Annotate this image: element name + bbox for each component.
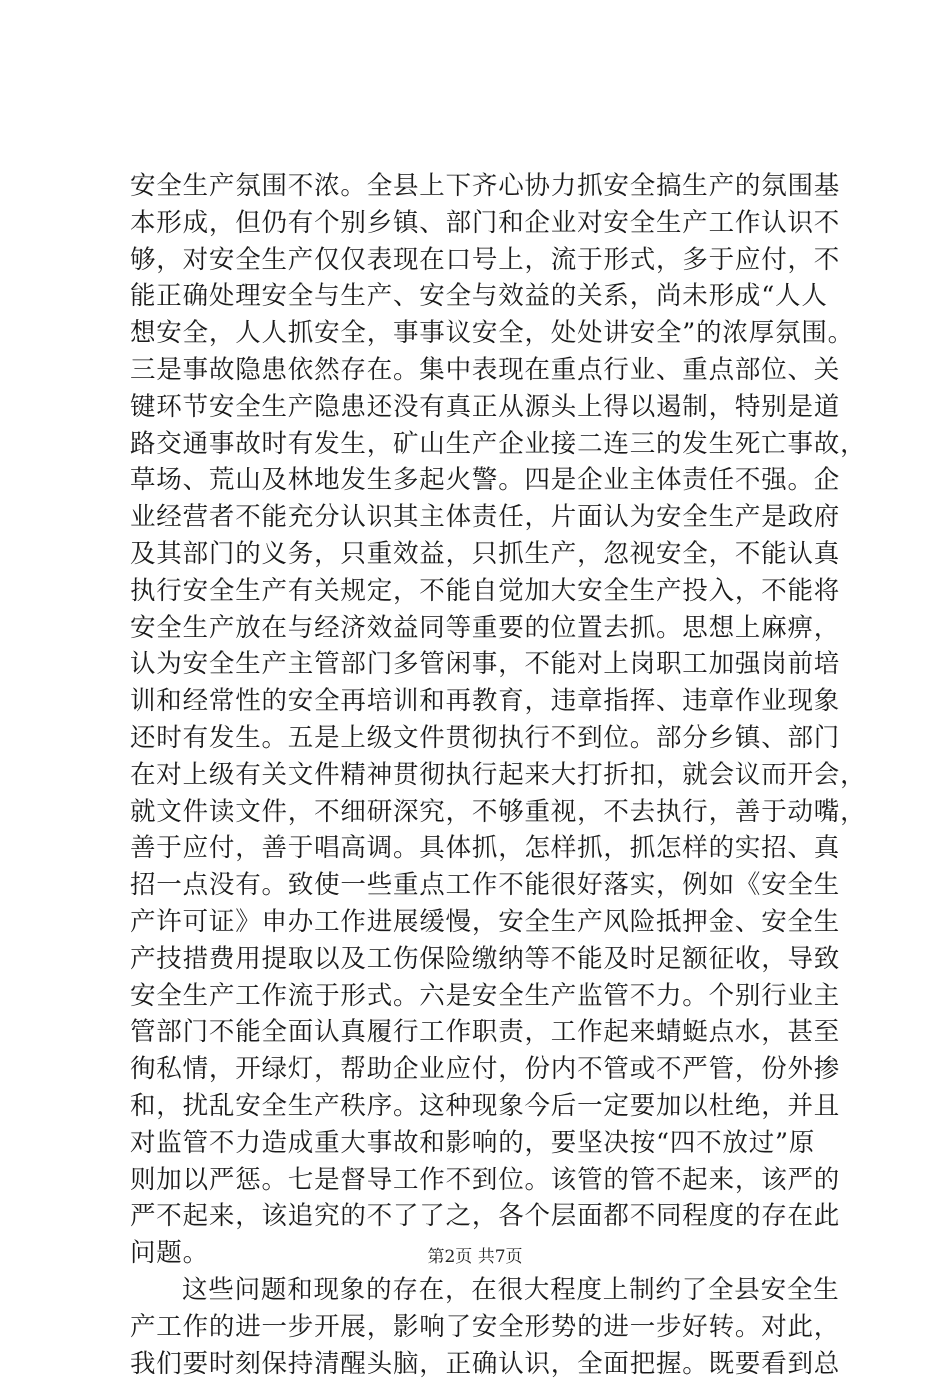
- text-line: 对监管不力造成重大事故和影响的，要坚决按“四不放过”原: [130, 1125, 870, 1162]
- text-line: 想安全，人人抓安全，事事议安全，处处讲安全”的浓厚氛围。: [130, 315, 870, 352]
- text-line: 执行安全生产有关规定，不能自觉加大安全生产投入，不能将: [130, 573, 870, 610]
- text-line: 路交通事故时有发生，矿山生产企业接二连三的发生死亡事故，: [130, 426, 870, 463]
- text-line: 就文件读文件，不细研深究，不够重视，不去执行，善于动嘴，: [130, 794, 870, 831]
- text-line: 业经营者不能充分认识其主体责任，片面认为安全生产是政府: [130, 499, 870, 536]
- body-text: [130, 168, 870, 1382]
- text-line: 安全生产放在与经济效益同等重要的位置去抓。思想上麻痹，: [130, 610, 870, 647]
- text-line: 我们要时刻保持清醒头脑，正确认识，全面把握。既要看到总: [130, 1346, 870, 1382]
- text-line: 本形成，但仍有个别乡镇、部门和企业对安全生产工作认识不: [130, 205, 870, 242]
- text-line: 安全生产工作流于形式。六是安全生产监管不力。个别行业主: [130, 978, 870, 1015]
- text-line: 管部门不能全面认真履行工作职责，工作起来蜻蜓点水，甚至: [130, 1014, 870, 1051]
- text-line: 善于应付，善于唱高调。具体抓，怎样抓，抓怎样的实招、真: [130, 830, 870, 867]
- text-line: 认为安全生产主管部门多管闲事，不能对上岗职工加强岗前培: [130, 646, 870, 683]
- text-line: 键环节安全生产隐患还没有真正从源头上得以遏制，特别是道: [130, 389, 870, 426]
- text-line: 能正确处理安全与生产、安全与效益的关系，尚未形成“人人: [130, 278, 870, 315]
- text-line: 产许可证》申办工作进展缓慢，安全生产风险抵押金、安全生: [130, 904, 870, 941]
- page-footer: 第2页 共7页: [0, 1246, 950, 1268]
- text-line: 草场、荒山及林地发生多起火警。四是企业主体责任不强。企: [130, 462, 870, 499]
- text-line: 产技措费用提取以及工伤保险缴纳等不能及时足额征收，导致: [130, 941, 870, 978]
- text-line: 和，扰乱安全生产秩序。这种现象今后一定要加以杜绝，并且: [130, 1088, 870, 1125]
- text-line: 招一点没有。致使一些重点工作不能很好落实，例如《安全生: [130, 867, 870, 904]
- text-line: 徇私情，开绿灯，帮助企业应付，份内不管或不严管，份外掺: [130, 1051, 870, 1088]
- text-line: 训和经常性的安全再培训和再教育，违章指挥、违章作业现象: [130, 683, 870, 720]
- text-line: 产工作的进一步开展，影响了安全形势的进一步好转。对此，: [130, 1309, 870, 1346]
- text-line: 在对上级有关文件精神贯彻执行起来大打折扣，就会议而开会，: [130, 757, 870, 794]
- text-line: 及其部门的义务，只重效益，只抓生产，忽视安全，不能认真: [130, 536, 870, 573]
- text-line: 三是事故隐患依然存在。集中表现在重点行业、重点部位、关: [130, 352, 870, 389]
- text-line: 问题。: [130, 1235, 870, 1272]
- text-line: 这些问题和现象的存在，在很大程度上制约了全县安全生: [130, 1272, 870, 1309]
- text-line: 够，对安全生产仅仅表现在口号上，流于形式，多于应付，不: [130, 242, 870, 279]
- text-line: 还时有发生。五是上级文件贯彻执行不到位。部分乡镇、部门: [130, 720, 870, 757]
- text-line: 则加以严惩。七是督导工作不到位。该管的管不起来，该严的: [130, 1162, 870, 1199]
- text-line: 严不起来，该追究的不了了之，各个层面都不同程度的存在此: [130, 1198, 870, 1235]
- text-line: 安全生产氛围不浓。全县上下齐心协力抓安全搞生产的氛围基: [130, 168, 870, 205]
